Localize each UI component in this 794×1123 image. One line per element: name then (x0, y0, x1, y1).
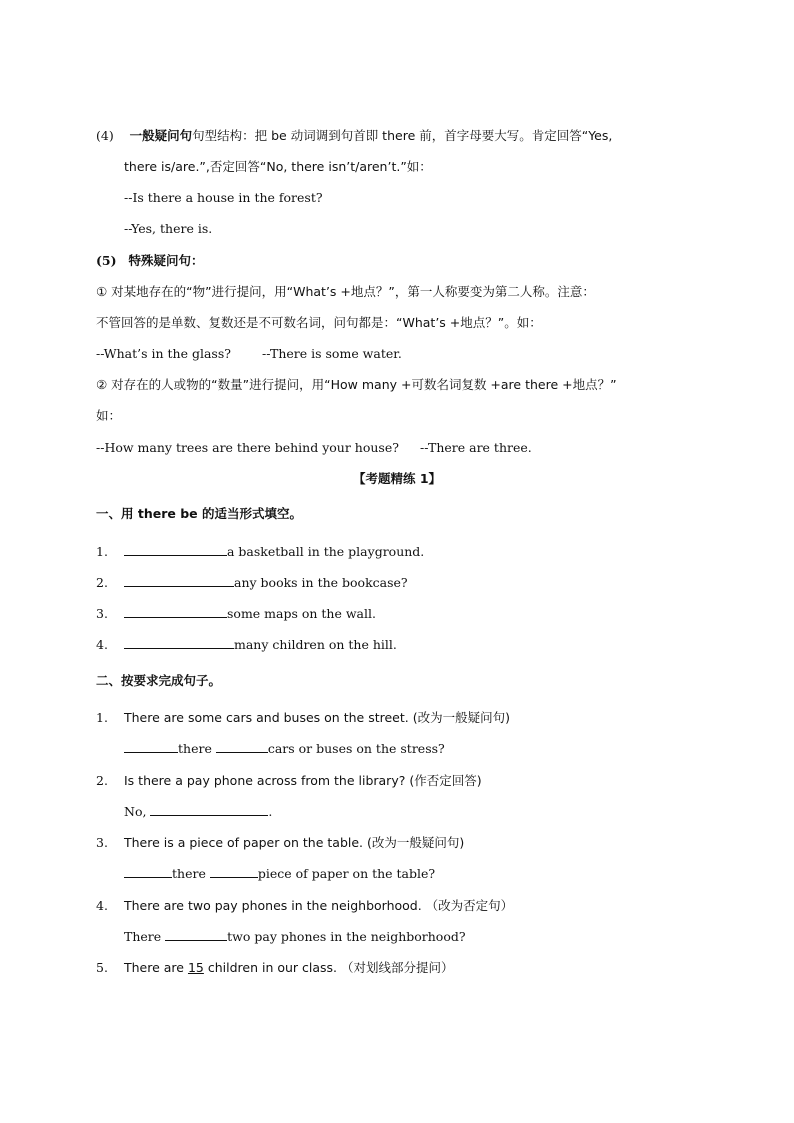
section-5-point1-example-a: --There is some water. (262, 346, 402, 361)
q5-underlined-number: 15 (187, 960, 204, 975)
part1-item-number: 4. (96, 637, 108, 652)
answer-tail: piece of paper on the table? (257, 866, 436, 881)
part2-q-number: 1. (96, 710, 108, 725)
section-4-example-q: --Is there a house in the forest? (124, 190, 323, 205)
answer-tail: two pay phones in the neighborhood? (227, 929, 466, 944)
part2-q3-answer (124, 865, 435, 883)
section-4-line1-text: 句型结构：把 be 动词调到句首即 there 前，首字母要大写。肯定回答“Yes, (192, 128, 613, 143)
part2-q4-text: There are two pay phones in the neighborhood. （改为否定句） (124, 898, 514, 913)
section-5-point1-example-q: --What’s in the glass? (96, 346, 231, 361)
part1-item-text: some maps on the wall. (227, 606, 376, 621)
answer-tail: . (268, 804, 273, 819)
q5-text-start: There are (124, 960, 188, 975)
part2-heading: 二、按要求完成句子。 (96, 673, 222, 688)
answer-tail: cars or buses on the stress? (267, 741, 445, 756)
part1-item-number: 2. (96, 575, 108, 590)
answer-word: there (178, 741, 212, 756)
answer-blank[interactable] (124, 574, 234, 587)
section-4-title: 一般疑问句 (129, 128, 193, 143)
section-4-line1 (96, 127, 612, 145)
section-4-example-a: --Yes, there is. (124, 221, 213, 236)
part2-q-number: 3. (96, 835, 108, 850)
answer-blank[interactable] (216, 740, 268, 753)
part2-q1-text: There are some cars and buses on the street. (改为一般疑问句) (124, 710, 510, 725)
q5-text-end: children in our class. （对划线部分提问） (203, 960, 454, 975)
part1-item-1 (124, 543, 424, 561)
part1-item-text: a basketball in the playground. (227, 544, 425, 559)
answer-blank[interactable] (210, 865, 258, 878)
part2-q3-text: There is a piece of paper on the table. (改为一般疑问句) (124, 835, 465, 850)
answer-word: there (172, 866, 206, 881)
section-5-heading (96, 252, 203, 270)
part1-item-text: many children on the hill. (234, 637, 397, 652)
answer-head: There (124, 929, 162, 944)
section-5-point1-line1: ① 对某地存在的“物”进行提问，用“What’s +地点？”，第一人称要变为第二人称。注意： (96, 284, 595, 299)
part2-q1-answer (124, 740, 445, 758)
part1-item-number: 1. (96, 544, 108, 559)
part1-item-number: 3. (96, 606, 108, 621)
part1-item-text: any books in the bookcase? (234, 575, 408, 590)
part1-item-3 (124, 605, 376, 623)
answer-blank[interactable] (150, 803, 268, 816)
part2-q2-text: Is there a pay phone across from the library? (作否定回答) (124, 773, 482, 788)
part2-q-number: 5. (96, 960, 108, 975)
part1-item-4 (124, 636, 397, 654)
section-4-number: (4) (96, 128, 114, 143)
part2-q-number: 4. (96, 898, 108, 913)
part1-heading: 一、用 there be 的适当形式填空。 (96, 506, 302, 521)
section-5-point2-example-q: --How many trees are there behind your house? (96, 440, 399, 455)
section-5-number: (5) (96, 253, 117, 268)
section-5-point2-example-a: --There are three. (420, 440, 532, 455)
answer-blank[interactable] (165, 928, 227, 941)
answer-blank[interactable] (124, 605, 227, 618)
part2-q2-answer (124, 803, 272, 821)
part2-q-number: 2. (96, 773, 108, 788)
answer-blank[interactable] (124, 865, 172, 878)
answer-blank[interactable] (124, 543, 227, 556)
exercise-title: 【考题精练 1】 (352, 471, 442, 486)
section-5-point2-line1: ② 对存在的人或物的“数量”进行提问，用“How many +可数名词复数 +are there +地点？” (96, 377, 617, 392)
section-5-title: 特殊疑问句： (128, 253, 204, 268)
section-5-point1-line2: 不管回答的是单数、复数还是不可数名词，问句都是：“What’s +地点？”。如： (96, 315, 542, 330)
section-4-line2: there is/are.”,否定回答“No, there isn’t/aren’t.”如： (124, 159, 432, 174)
part2-q4-answer (124, 928, 466, 946)
section-5-point2-line2: 如： (96, 408, 122, 423)
part2-q5-text (124, 959, 454, 977)
answer-blank[interactable] (124, 740, 178, 753)
answer-blank[interactable] (124, 636, 234, 649)
answer-head: No, (124, 804, 147, 819)
part1-item-2 (124, 574, 408, 592)
